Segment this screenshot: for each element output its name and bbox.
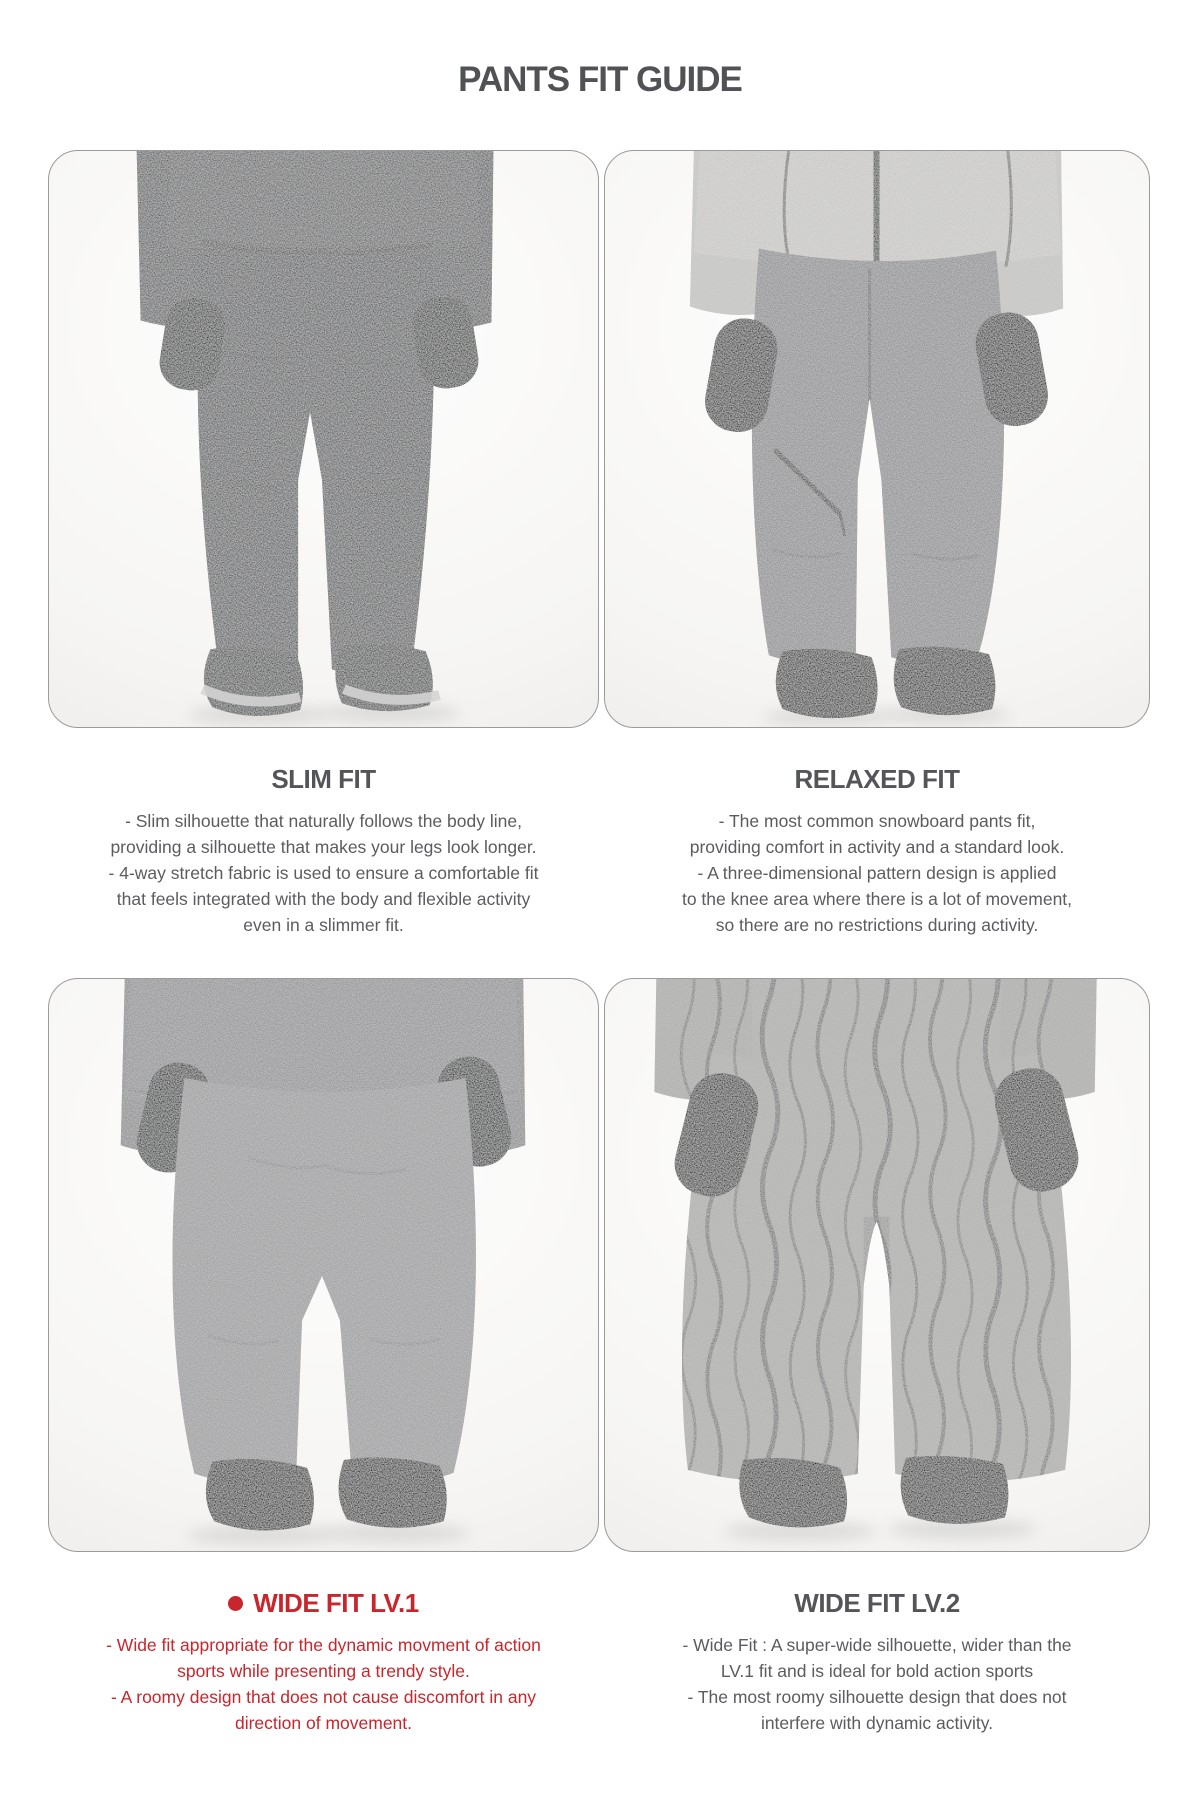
fit-description-slim <box>48 808 599 938</box>
fit-title-slim <box>48 764 599 795</box>
desc-line: direction of movement. <box>234 1713 413 1733</box>
fit-description-wide1 <box>48 1632 599 1736</box>
fit-section-relaxed <box>604 150 1150 978</box>
relaxed-fit-photo <box>604 150 1150 728</box>
desc-line: - The most common snowboard pants fit, <box>718 811 1036 831</box>
fit-title-text: WIDE FIT LV.2 <box>794 1588 960 1618</box>
fit-title-wide1 <box>48 1588 599 1619</box>
fit-description-wide2 <box>604 1632 1150 1736</box>
desc-line: even in a slimmer fit. <box>243 915 404 935</box>
desc-line: so there are no restrictions during activity. <box>715 915 1039 935</box>
desc-line: - Slim silhouette that naturally follows the body line, <box>125 811 522 831</box>
desc-line: to the knee area where there is a lot of movement, <box>681 889 1073 909</box>
desc-line: interfere with dynamic activity. <box>760 1713 994 1733</box>
desc-line: - A roomy design that does not cause discomfort in any <box>110 1687 537 1707</box>
fit-title-text: WIDE FIT LV.1 <box>253 1588 419 1618</box>
desc-line: that feels integrated with the body and flexible activity <box>116 889 531 909</box>
wide-fit-lv1-figure-svg <box>49 979 598 1551</box>
page-title: PANTS FIT GUIDE <box>458 60 742 99</box>
slim-fit-figure-svg <box>49 151 598 727</box>
red-dot-icon <box>228 1596 243 1611</box>
desc-line: - The most roomy silhouette design that does not <box>687 1687 1067 1707</box>
desc-line: sports while presenting a trendy style. <box>177 1661 470 1681</box>
fit-title-text: RELAXED FIT <box>794 764 960 794</box>
wide-fit-lv1-photo <box>48 978 599 1552</box>
wide-fit-lv2-photo <box>604 978 1150 1552</box>
desc-line: - 4-way stretch fabric is used to ensure a comfortable fit <box>108 863 539 883</box>
desc-line: - A three-dimensional pattern design is applied <box>697 863 1057 883</box>
fit-title-relaxed <box>604 764 1150 795</box>
fit-title-text: SLIM FIT <box>271 764 376 794</box>
desc-line: providing a silhouette that makes your legs look longer. <box>110 837 537 857</box>
desc-line: providing comfort in activity and a standard look. <box>689 837 1065 857</box>
fit-description-relaxed <box>604 808 1150 938</box>
wide-fit-lv2-figure-svg <box>605 979 1149 1551</box>
relaxed-fit-figure-svg <box>605 151 1149 727</box>
fit-section-slim <box>48 150 599 978</box>
slim-fit-photo <box>48 150 599 728</box>
fit-section-wide2 <box>604 978 1150 1736</box>
desc-line: - Wide fit appropriate for the dynamic movment of action <box>106 1635 541 1655</box>
fit-grid <box>48 150 1150 1736</box>
fit-section-wide1 <box>48 978 599 1736</box>
desc-line: LV.1 fit and is ideal for bold action sports <box>720 1661 1034 1681</box>
fit-title-wide2 <box>604 1588 1150 1619</box>
desc-line: - Wide Fit : A super-wide silhouette, wider than the <box>682 1635 1072 1655</box>
